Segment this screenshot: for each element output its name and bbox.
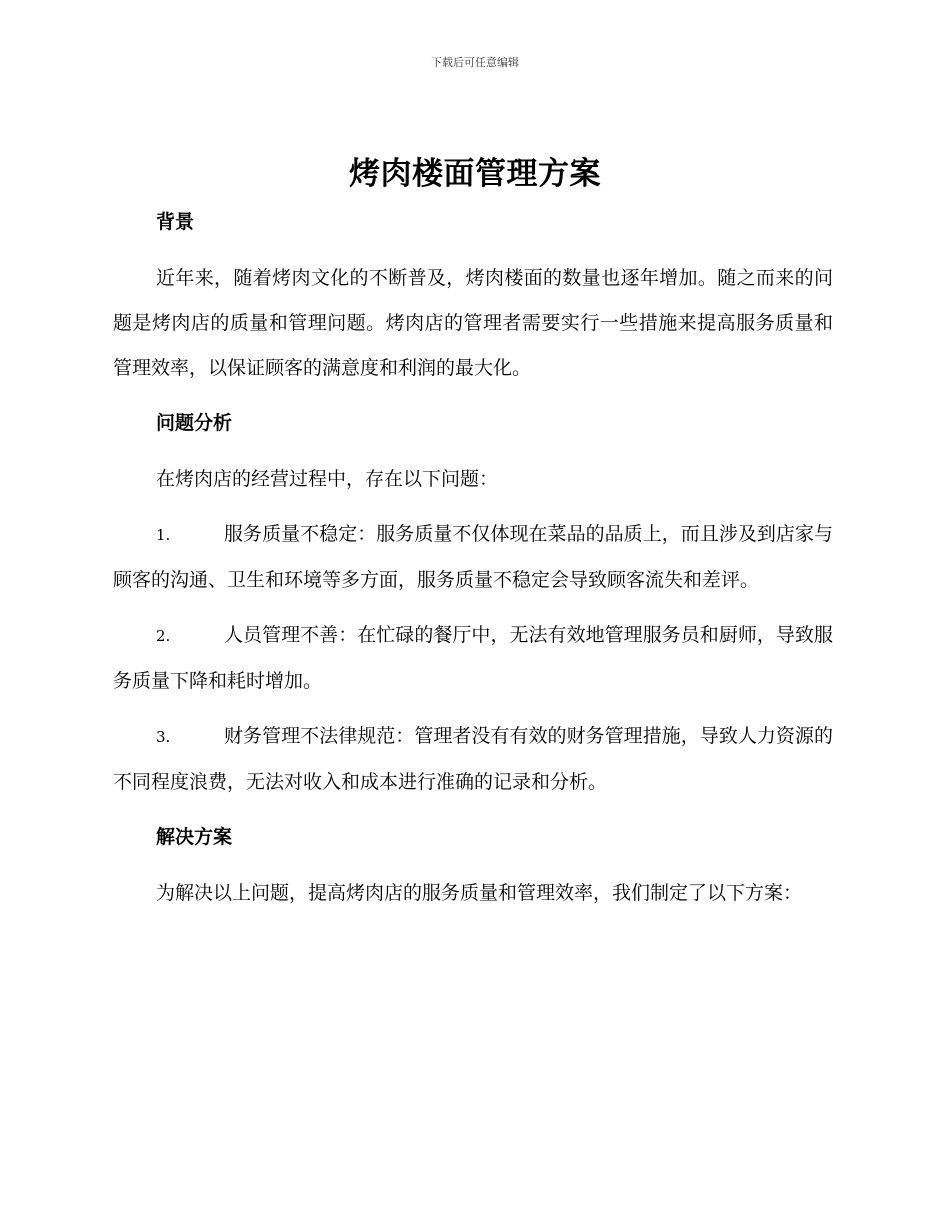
- list-item-text: 人员管理不善：在忙碌的餐厅中，无法有效地管理服务员和厨师，导致服务质量下降和耗时增加。: [113, 624, 833, 692]
- analysis-intro: 在烤肉店的经营过程中，存在以下问题：: [156, 468, 499, 490]
- list-item-text: 服务质量不稳定：服务质量不仅体现在菜品的品质上，而且涉及到店家与顾客的沟通、卫生和环境等多方面，服务质量不稳定会导致顾客流失和差评。: [113, 523, 833, 591]
- list-item-number: 3.: [156, 728, 171, 746]
- document-body: [113, 200, 833, 916]
- header-note: 下载后可任意编辑: [431, 56, 519, 69]
- solution-paragraph: 为解决以上问题，提高烤肉店的服务质量和管理效率，我们制定了以下方案：: [156, 882, 803, 904]
- list-item: [113, 714, 833, 805]
- list-item-number: 2.: [156, 627, 171, 645]
- background-paragraph: 近年来，随着烤肉文化的不断普及，烤肉楼面的数量也逐年增加。随之而来的问题是烤肉店的质量和管理问题。烤肉店的管理者需要实行一些措施来提高服务质量和管理效率，以保证顾客的满意度和利润的最大化。: [113, 267, 833, 379]
- list-item-number: 1.: [156, 526, 171, 544]
- section-heading-solution: 解决方案: [156, 826, 233, 848]
- document-title: 烤肉楼面管理方案: [349, 156, 601, 192]
- list-item: [113, 613, 833, 704]
- section-heading-analysis: 问题分析: [156, 412, 233, 434]
- list-item-text: 财务管理不法律规范：管理者没有有效的财务管理措施，导致人力资源的不同程度浪费，无法对收入和成本进行准确的记录和分析。: [113, 725, 833, 793]
- section-heading-background: 背景: [156, 211, 195, 233]
- list-item: [113, 512, 833, 603]
